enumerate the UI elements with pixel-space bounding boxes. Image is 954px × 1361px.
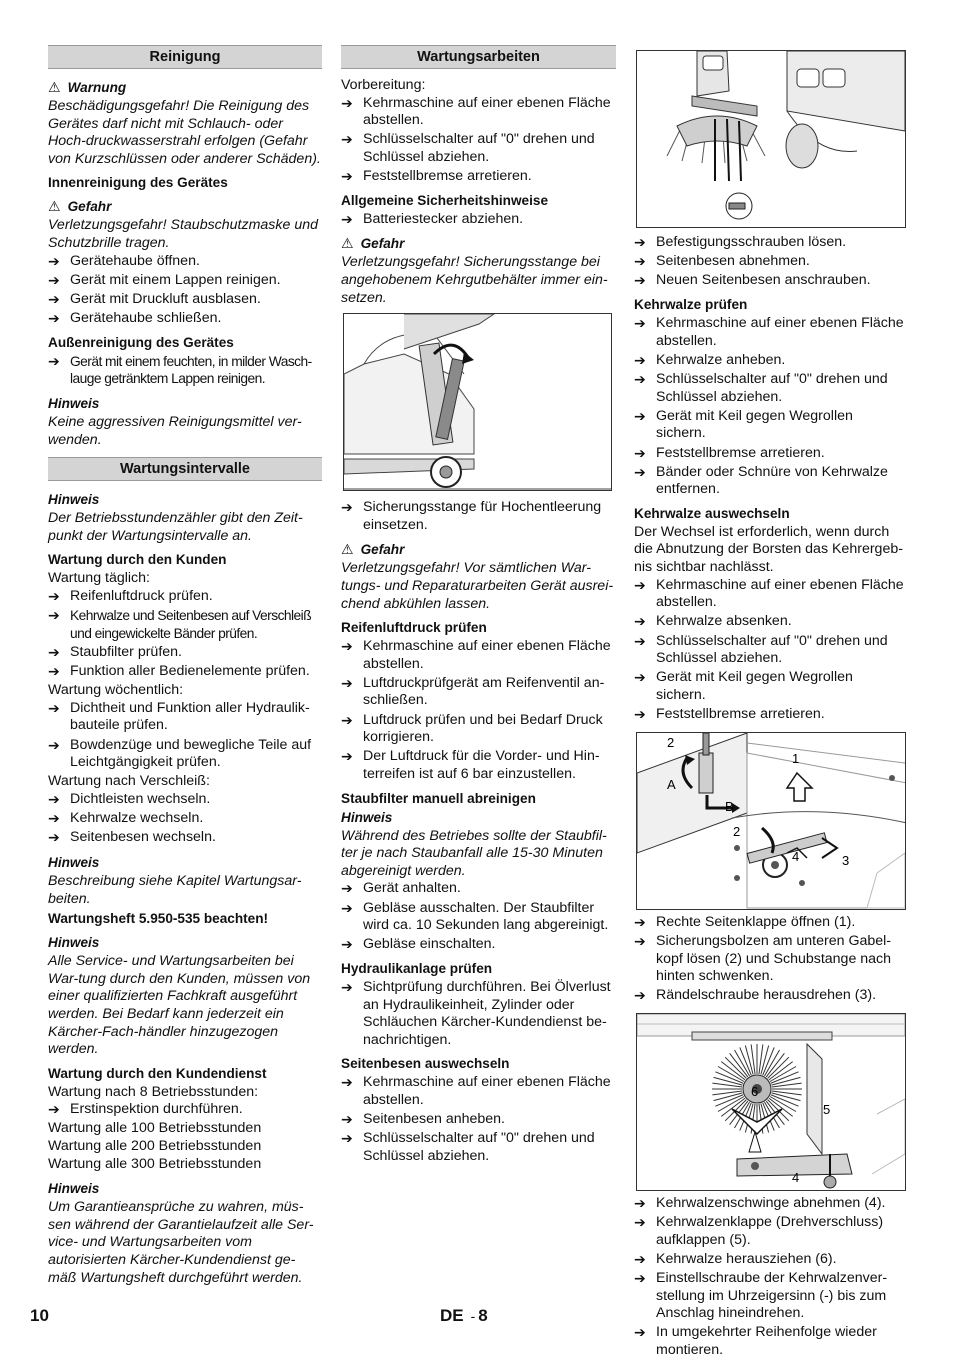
- list-item: ➔ Kehrwalze absenken.: [634, 613, 792, 630]
- arrow-right-icon: ➔: [634, 370, 646, 387]
- list-item: ➔ Gerät mit Druckluft ausblasen.: [48, 290, 261, 307]
- arrow-right-icon: ➔: [634, 314, 646, 331]
- callout-label: 2: [667, 734, 675, 750]
- list-item: ➔ Kehrwalzenklappe (Drehverschluss) aufklappen (5).: [634, 1214, 884, 1248]
- arrow-right-icon: ➔: [48, 607, 60, 624]
- list-item: ➔ Schlüsselschalter auf "0" drehen und Schlüssel abziehen.: [341, 131, 595, 165]
- warning-text: Beschädigungsgefahr! Die Reinigung des Gerätes darf nicht mit Schlauch- oder Hoch-druckwasserstrahl erfolgen (Gefahr von Kurzschlüssen oder anderer Schäden).: [48, 98, 321, 167]
- arrow-right-icon: ➔: [341, 94, 353, 111]
- language-page-code: DE - 8: [440, 1306, 488, 1325]
- arrow-right-icon: ➔: [48, 699, 60, 716]
- list-item: ➔ Batteriestecker abziehen.: [341, 210, 524, 227]
- arrow-right-icon: ➔: [341, 711, 353, 728]
- list-item: ➔ Feststellbremse arretieren.: [634, 706, 825, 723]
- callout-label: 2: [733, 823, 741, 839]
- weekly-label: Wartung wöchentlich:: [48, 682, 184, 699]
- section-title-reinigung: Reinigung: [48, 45, 322, 69]
- callout-label: 1: [792, 750, 800, 766]
- arrow-right-icon: ➔: [48, 1101, 60, 1118]
- arrow-right-icon: ➔: [341, 210, 353, 227]
- arrow-right-icon: ➔: [634, 987, 646, 1004]
- list-item: ➔ Sichtprüfung durchführen. Bei Ölverlust an Hydraulikeinheit, Zylinder oder Schläuchen Kärcher-Kundendienst be-nachrichtigen.: [341, 978, 611, 1048]
- hint-text: Keine aggressiven Reinigungsmittel ver-wenden.: [48, 413, 302, 448]
- warning-triangle-icon: ⚠: [341, 235, 354, 252]
- arrow-right-icon: ➔: [48, 252, 60, 269]
- list-item: ➔ Schlüsselschalter auf "0" drehen und Schlüssel abziehen.: [634, 370, 888, 405]
- subheading-innenreinigung: Innenreinigung des Gerätes: [48, 175, 228, 191]
- section-title-wartungsintervalle: Wartungsintervalle: [48, 457, 322, 481]
- column-2: [341, 44, 616, 1167]
- kehrwalze-text: Der Wechsel ist erforderlich, wenn durch die Abnutzung der Borsten das Kehrergeb-nis sichtbar nachlässt.: [634, 523, 903, 576]
- prep-label: Vorbereitung:: [341, 77, 426, 93]
- arrow-right-icon: ➔: [634, 463, 646, 480]
- danger-text: Verletzungsgefahr! Staubschutzmaske und Schutzbrille tragen.: [48, 217, 318, 251]
- arrow-right-icon: ➔: [634, 351, 646, 368]
- list-item: ➔ In umgekehrter Reihenfolge wieder montieren.: [634, 1324, 877, 1359]
- column-1: [48, 44, 322, 1287]
- hint-text: Beschreibung siehe Kapitel Wartungsar-beiten.: [48, 872, 302, 907]
- list-item: ➔ Neuen Seitenbesen anschrauben.: [634, 272, 871, 289]
- hint-text: Alle Service- und Wartungsarbeiten bei War-tung durch den Kunden, müssen von einer qualifizierten Fachkraft ausgeführt werden. Bei Bedarf kann jederzeit ein Kärcher-Fach-händler hinzugezogen werden.: [48, 953, 311, 1058]
- list-item: ➔ Seitenbesen abnehmen.: [634, 253, 810, 270]
- list-item: ➔ Gerät mit Keil gegen Wegrollen sichern.: [634, 407, 853, 442]
- list-item: ➔ Gerät mit Keil gegen Wegrollen sichern.: [634, 669, 853, 703]
- arrow-right-icon: ➔: [341, 638, 353, 655]
- arrow-right-icon: ➔: [634, 706, 646, 723]
- arrow-right-icon: ➔: [48, 310, 60, 327]
- arrow-right-icon: ➔: [341, 499, 353, 516]
- danger-text: Verletzungsgefahr! Vor sämtlichen War-tungs- und Reparaturarbeiten Gerät ausrei-chend abkühlen lassen.: [341, 560, 614, 612]
- list-item: ➔ Luftdruck prüfen und bei Bedarf Druck korrigieren.: [341, 711, 603, 746]
- figure-side-brush: [636, 50, 906, 228]
- list-item: ➔ Sicherungsbolzen am unteren Gabel-kopf lösen (2) und Schubstange nach hinten schwenken.: [634, 932, 892, 985]
- arrow-right-icon: ➔: [48, 587, 60, 604]
- list-item: ➔ Kehrmaschine auf einer ebenen Fläche abstellen.: [341, 1074, 611, 1108]
- list-item: ➔ Schlüsselschalter auf "0" drehen und Schlüssel abziehen.: [341, 1130, 595, 1164]
- hint-text: Während des Betriebes sollte der Staubfil-ter je nach Staubanfall alle 15-30 Minuten abgereinigt werden.: [341, 827, 607, 879]
- list-item: ➔ Gerät mit einem feuchten, in milder Wasch-lauge getränktem Lappen reinigen.: [48, 352, 312, 387]
- warning-triangle-icon: ⚠: [48, 79, 61, 95]
- subheading-hydraulik: Hydraulikanlage prüfen: [341, 960, 493, 976]
- danger-label: ⚠ Gefahr: [341, 541, 405, 558]
- list-item: ➔ Kehrwalze herausziehen (6).: [634, 1250, 837, 1267]
- arrow-right-icon: ➔: [634, 253, 646, 270]
- list-item: ➔ Der Luftdruck für die Vorder- und Hin-terreifen ist auf 6 bar einzustellen.: [341, 748, 600, 783]
- subheading-staubfilter: Staubfilter manuell abreinigen: [341, 790, 536, 806]
- subheading-aussenreinigung: Außenreinigung des Gerätes: [48, 334, 234, 350]
- interval-300: Wartung alle 300 Betriebsstunden: [48, 1155, 262, 1172]
- arrow-right-icon: ➔: [634, 913, 646, 930]
- figure-flap-open: [636, 732, 906, 910]
- list-item: ➔ Bowdenzüge und bewegliche Teile auf Leichtgängigkeit prüfen.: [48, 736, 312, 771]
- list-item: ➔ Seitenbesen anheben.: [341, 1111, 505, 1128]
- callout-label: A: [667, 776, 676, 792]
- list-item: ➔ Rechte Seitenklappe öffnen (1).: [634, 913, 856, 930]
- list-item: ➔ Kehrmaschine auf einer ebenen Fläche abstellen.: [341, 94, 611, 129]
- column-3: [634, 50, 906, 1361]
- wartungsheft-note: Wartungsheft 5.950-535 beachten!: [48, 911, 269, 927]
- arrow-right-icon: ➔: [48, 810, 60, 827]
- arrow-right-icon: ➔: [48, 643, 60, 660]
- list-item: ➔ Feststellbremse arretieren.: [634, 444, 825, 461]
- arrow-right-icon: ➔: [634, 1270, 646, 1287]
- interval-200: Wartung alle 200 Betriebsstunden: [48, 1138, 262, 1155]
- innen-steps: [48, 253, 322, 328]
- interval-100: Wartung alle 100 Betriebsstunden: [48, 1120, 262, 1137]
- list-item: ➔ Gerätehaube öffnen.: [48, 252, 200, 269]
- list-item: ➔ Staubfilter prüfen.: [48, 643, 182, 660]
- arrow-right-icon: ➔: [341, 748, 353, 765]
- hint-label: Hinweis: [48, 935, 100, 951]
- callout-label: 3: [842, 852, 850, 868]
- subheading-sicherheit: Allgemeine Sicherheitshinweise: [341, 192, 548, 208]
- arrow-right-icon: ➔: [634, 669, 646, 686]
- callout-label: B: [725, 798, 734, 814]
- arrow-right-icon: ➔: [341, 168, 353, 185]
- subheading-reifen: Reifenluftdruck prüfen: [341, 620, 487, 636]
- hint-label: Hinweis: [48, 395, 100, 411]
- list-item: ➔ Kehrmaschine auf einer ebenen Fläche abstellen.: [341, 638, 611, 672]
- arrow-right-icon: ➔: [48, 790, 60, 807]
- after8-label: Wartung nach 8 Betriebsstunden:: [48, 1083, 259, 1100]
- list-item: ➔ Seitenbesen wechseln.: [48, 829, 216, 846]
- arrow-right-icon: ➔: [341, 936, 353, 953]
- arrow-right-icon: ➔: [634, 576, 646, 593]
- warning-label: ⚠ Warnung: [48, 79, 127, 95]
- list-item: ➔ Gerät mit einem Lappen reinigen.: [48, 271, 281, 288]
- list-item: ➔ Reifenluftdruck prüfen.: [48, 587, 213, 604]
- arrow-right-icon: ➔: [341, 131, 353, 148]
- arrow-right-icon: ➔: [341, 1130, 353, 1147]
- arrow-right-icon: ➔: [48, 663, 60, 680]
- callout-label: 4: [792, 848, 800, 864]
- list-item: ➔ Kehrwalze und Seitenbesen auf Verschleiß und eingewickelte Bänder prüfen.: [48, 607, 312, 641]
- list-item: ➔ Befestigungsschrauben lösen.: [634, 234, 847, 250]
- arrow-right-icon: ➔: [634, 444, 646, 461]
- hint-text: Um Garantieansprüche zu wahren, müs-sen während der Garantielaufzeit alle Ser-vice- und Wartungsarbeiten vom autorisierten Kärcher-Kundendienst ge-mäß Wartungsheft durchgeführt werden.: [48, 1199, 314, 1286]
- list-item: ➔ Gerät anhalten.: [341, 880, 461, 897]
- list-item: ➔ Dichtheit und Funktion aller Hydraulik-bauteile prüfen.: [48, 699, 310, 734]
- section-title-wartungsarbeiten: Wartungsarbeiten: [341, 45, 616, 69]
- list-item: ➔ Funktion aller Bedienelemente prüfen.: [48, 663, 310, 680]
- list-item: ➔ Gebläse ausschalten. Der Staubfilter wird ca. 10 Sekunden lang abgereinigt.: [341, 899, 609, 934]
- danger-text: Verletzungsgefahr! Sicherungsstange bei angehobenem Kehrgutbehälter immer ein-setzen.: [341, 254, 608, 306]
- arrow-right-icon: ➔: [48, 271, 60, 288]
- list-item: ➔ Gebläse einschalten.: [341, 936, 496, 953]
- arrow-right-icon: ➔: [634, 1194, 646, 1211]
- arrow-right-icon: ➔: [48, 736, 60, 753]
- danger-label: ⚠ Gefahr: [48, 198, 112, 215]
- arrow-right-icon: ➔: [634, 1214, 646, 1231]
- list-item: ➔ Einstellschraube der Kehrwalzenver-stellung im Uhrzeigersinn (-) bis zum Anschlag hineindrehen.: [634, 1270, 888, 1322]
- callout-label: 6: [751, 1083, 759, 1099]
- hint-label: Hinweis: [48, 1181, 100, 1197]
- list-item: ➔ Kehrwalze wechseln.: [48, 810, 204, 827]
- arrow-right-icon: ➔: [341, 1111, 353, 1128]
- list-item: ➔ Sicherungsstange für Hochentleerung einsetzen.: [341, 499, 602, 533]
- arrow-right-icon: ➔: [48, 290, 60, 307]
- wear-label: Wartung nach Verschleiß:: [48, 773, 210, 790]
- arrow-right-icon: ➔: [48, 829, 60, 846]
- hint-label: Hinweis: [48, 492, 100, 508]
- arrow-right-icon: ➔: [634, 407, 646, 424]
- list-item: ➔ Bänder oder Schnüre von Kehrwalze entfernen.: [634, 463, 888, 498]
- list-item: ➔ Gerätehaube schließen.: [48, 310, 222, 327]
- list-item: ➔ Dichtleisten wechseln.: [48, 790, 211, 807]
- arrow-right-icon: ➔: [634, 1324, 646, 1341]
- list-item: ➔ Schlüsselschalter auf "0" drehen und Schlüssel abziehen.: [634, 632, 888, 667]
- subheading-wartung-kunden: Wartung durch den Kunden: [48, 552, 227, 568]
- callout-label: 5: [823, 1101, 831, 1117]
- page-number: 10: [30, 1306, 49, 1325]
- list-item: ➔ Erstinspektion durchführen.: [48, 1101, 243, 1118]
- figure-roller-removal: [636, 1013, 906, 1191]
- hint-label: Hinweis: [341, 809, 393, 825]
- hint-label: Hinweis: [48, 854, 100, 870]
- list-item: ➔ Kehrwalzenschwinge abnehmen (4).: [634, 1194, 886, 1211]
- subheading-seitenbesen: Seitenbesen auswechseln: [341, 1056, 510, 1072]
- arrow-right-icon: ➔: [634, 632, 646, 649]
- list-item: ➔ Rändelschraube herausdrehen (3).: [634, 987, 877, 1004]
- arrow-right-icon: ➔: [634, 613, 646, 630]
- danger-label: ⚠ Gefahr: [341, 235, 405, 252]
- daily-label: Wartung täglich:: [48, 570, 150, 587]
- subheading-kundendienst: Wartung durch den Kundendienst: [48, 1065, 267, 1081]
- arrow-right-icon: ➔: [634, 932, 646, 949]
- list-item: ➔ Kehrmaschine auf einer ebenen Fläche abstellen.: [634, 576, 904, 611]
- list-item: ➔ Luftdruckprüfgerät am Reifenventil an-schließen.: [341, 674, 605, 709]
- list-item: ➔ Kehrwalze anheben.: [634, 351, 786, 368]
- callout-label: 4: [792, 1169, 800, 1185]
- arrow-right-icon: ➔: [634, 272, 646, 289]
- arrow-right-icon: ➔: [341, 1074, 353, 1091]
- warning-triangle-icon: ⚠: [48, 198, 61, 215]
- hint-text: Der Betriebsstundenzähler gibt den Zeit-punkt der Wartungsintervalle an.: [48, 510, 303, 544]
- arrow-right-icon: ➔: [341, 880, 353, 897]
- arrow-right-icon: ➔: [341, 899, 353, 916]
- list-item: ➔ Feststellbremse arretieren.: [341, 168, 532, 185]
- figure-safety-bar: [343, 313, 612, 491]
- arrow-right-icon: ➔: [341, 674, 353, 691]
- arrow-right-icon: ➔: [634, 234, 646, 250]
- subheading-kehrwalze-wechseln: Kehrwalze auswechseln: [634, 505, 790, 521]
- arrow-right-icon: ➔: [634, 1250, 646, 1267]
- arrow-right-icon: ➔: [48, 352, 60, 369]
- arrow-right-icon: ➔: [341, 978, 353, 995]
- warning-triangle-icon: ⚠: [341, 541, 354, 558]
- subheading-kehrwalze-pruefen: Kehrwalze prüfen: [634, 296, 748, 312]
- list-item: ➔ Kehrmaschine auf einer ebenen Fläche abstellen.: [634, 314, 904, 349]
